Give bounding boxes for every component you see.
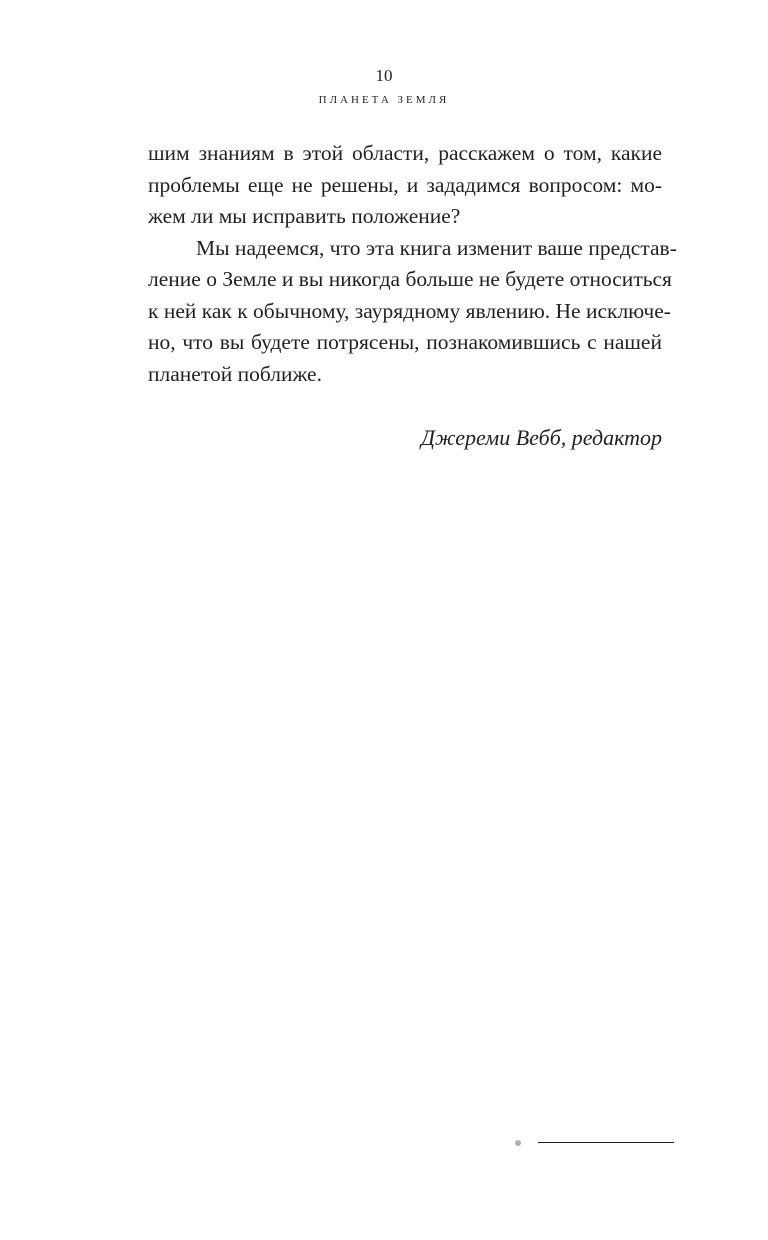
footer-rule — [538, 1142, 674, 1143]
footer-dot — [515, 1140, 521, 1146]
text-line: ление о Земле и вы никогда больше не будете относиться — [148, 267, 672, 291]
page-number: 10 — [375, 66, 393, 85]
text-line: жем ли мы исправить положение? — [148, 204, 461, 228]
body-text — [148, 138, 677, 390]
text-line: но, что вы будете потрясены, познакомившись с нашей — [148, 330, 662, 354]
signature: Джереми Вебб, редактор — [421, 425, 662, 450]
text-line: шим знаниям в этой области, расскажем о том, какие — [148, 141, 662, 165]
text-line: проблемы еще не решены, и зададимся вопросом: мо- — [148, 172, 662, 197]
text-line: планетой поближе. — [148, 361, 322, 386]
text-line: Мы надеемся, что эта книга изменит ваше представ- — [196, 235, 677, 260]
running-head: ПЛАНЕТА ЗЕМЛЯ — [318, 94, 450, 106]
text-line: к ней как к обычному, заурядному явлению. Не исключе- — [148, 298, 671, 323]
